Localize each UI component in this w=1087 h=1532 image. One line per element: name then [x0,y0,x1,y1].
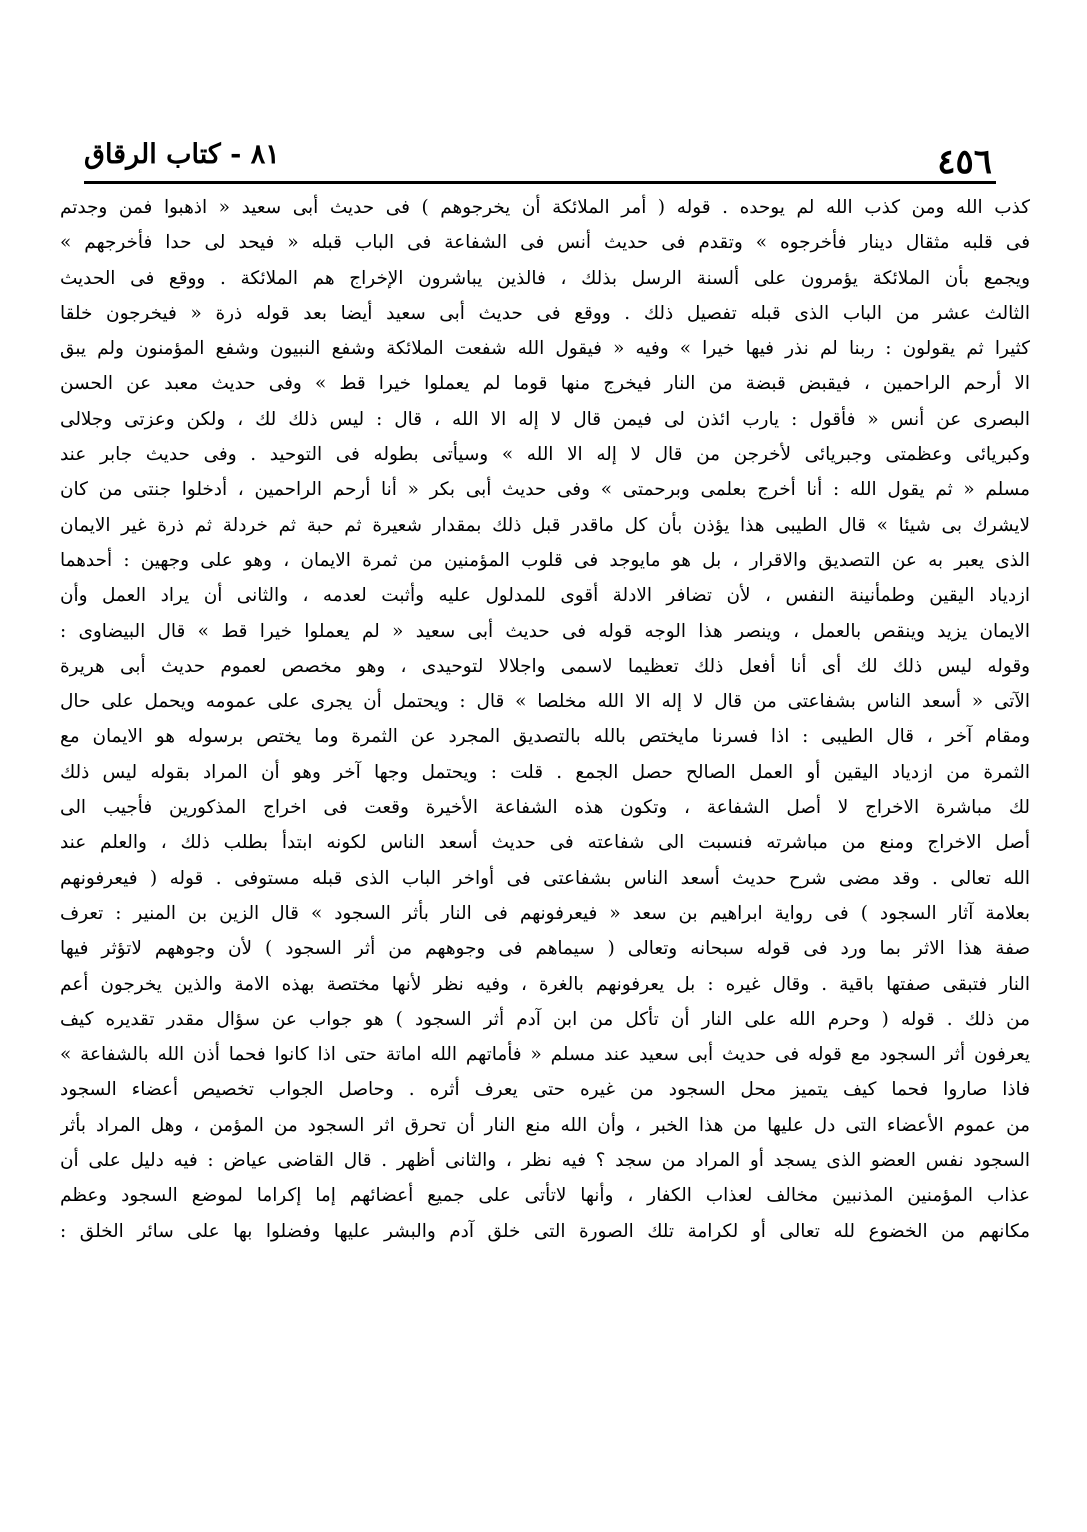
header-rule [84,181,996,184]
text-line: ومقام آخر ، قال الطيبى : اذا فسرنا مايختص بالله بالتصديق المجرد عن الثمرة وما يختص برسوله هو الايمان مع [60,726,1030,748]
text-line: الذى يعبر به عن التصديق والاقرار ، بل هو مايوجد فى قلوب المؤمنين من ثمرة الايمان ، وهو على وجهين : أحدهما [60,549,1030,571]
text-line: من ذلك . قوله ( وحرم الله على النار أن تأكل من ابن آدم أثر السجود ) هو جواب عن سؤال مقدر تقديره كيف [60,1008,1030,1030]
text-line: صفة هذا الاثر بما ورد فى قوله سبحانه وتعالى ( سيماهم فى وجوههم من أثر السجود ) لأن وجوههم لاتؤثر فيها [60,938,1030,960]
text-line: فاذا صاروا فحما كيف يتميز محل السجود من غيره حتى يعرف أثره . وحاصل الجواب تخصيص أعضاء السجود [60,1079,1030,1101]
text-line: الايمان يزيد وينقص بالعمل ، وينصر هذا الوجه قوله فى حديث أبى سعيد « لم يعملوا خيرا قط » قال البيضاوى : [60,620,1030,642]
running-title: ٨١ - كتاب الرقاق [84,139,280,170]
text-line: السجود نفس العضو الذى يسجد أو المراد من سجد ؟ فيه نظر ، والثانى أظهر . قال القاضى عياض : فيه دليل على أن [60,1150,1030,1172]
page-header [84,138,992,184]
text-line: أصل الاخراج ومنع من مباشرته فنسبت الى شفاعته فى حديث أسعد الناس لكونه ابتدأ بطلب ذلك ، والعلم عند [60,832,1030,854]
text-line: مكانهم من الخضوع لله تعالى أو لكرامة تلك الصورة التى خلق آدم والبشر عليها وفضلوا بها على سائر الخلق : [60,1220,1030,1242]
text-line: وكبريائى وعظمتى وجبريائى لأخرجن من قال لا إله الا الله » وسيأتى بطوله فى التوحيد . وفى حديث جابر عند [60,444,1030,466]
text-line: البصرى عن أنس « فأقول : يارب ائذن لى فيمن قال لا إله الا الله ، قال : ليس ذلك لك ، ولكن وعزتى وجلالى [60,408,1030,430]
text-line: الثالث عشر من الباب الذى قبله تفصيل ذلك . ووقع فى حديث أبى سعيد أيضا بعد قوله ذرة « فيخرجون خلقا [60,302,1030,324]
text-line: فى قلبه مثقال دينار فأخرجوه » وتقدم فى حديث أنس فى الشفاعة فى الباب قبله « فيحد لى حدا فأخرجهم » [60,232,1030,254]
text-line: يعرفون أثر السجود مع قوله فى حديث أبى سعيد عند مسلم « فأماتهم الله اماتة حتى اذا كانوا فحما أذن الله بالشفاعة » [60,1044,1030,1066]
text-line: كذب الله ومن كذب الله لم يوحده . قوله ( أمر الملائكة أن يخرجوهم ) فى حديث أبى سعيد « اذهبوا فمن وجدتم [60,197,1030,218]
text-line: ويجمع بأن الملائكة يؤمرون على ألسنة الرسل بذلك ، فالذين يباشرون الإخراج هم الملائكة . ووقع فى الحديث [60,267,1030,289]
text-line: لايشرك بى شيئا » قال الطيبى هذا يؤذن بأن كل ماقدر قبل ذلك بمقدار شعيرة ثم حبة ثم خردلة ثم ذرة غير الايمان [60,514,1030,536]
text-line: الا أرحم الراحمين ، فيقبض قبضة من النار فيخرج منها قوما لم يعملوا خيرا قط » وفى حديث معبد عن الحسن [60,373,1030,395]
text-line: الآتى « أسعد الناس بشفاعتى من قال لا إله الا الله مخلصا » قال : ويحتمل أن يجرى على عمومه ويحمل على حال [60,691,1030,713]
page-number: ٤٥٦ [937,142,992,182]
text-line: من عموم الأعضاء التى دل عليها من هذا الخبر ، وأن الله منع النار أن تحرق اثر السجود من المؤمن ، وهل المراد بأثر [60,1114,1030,1136]
text-line: لك مباشرة الاخراج لا أصل الشفاعة ، وتكون هذه الشفاعة الأخيرة وقعت فى اخراج المذكورين فأجيب الى [60,797,1030,819]
text-line: ازدياد اليقين وطمأنينة النفس ، لأن تضافر الادلة أقوى للمدلول عليه وأثبت لعدمه ، والثانى أن يراد العمل وأن [60,585,1030,607]
text-line: وقوله ليس ذلك لك أى أنا أفعل ذلك تعظيما لاسمى واجلالا لتوحيدى ، وهو مخصص لعموم حديث أبى هريرة [60,655,1030,677]
text-line: الثمرة من ازدياد اليقين أو العمل الصالح حصل الجمع . قلت : ويحتمل وجها آخر وهو أن المراد بقوله ليس ذلك [60,761,1030,783]
text-line: بعلامة آثار السجود ) فى رواية ابراهيم بن سعد « فيعرفونهم فى النار بأثر السجود » قال الزين بن المنير : تعرف [60,902,1030,924]
text-line: مسلم « ثم يقول الله : أنا أخرج بعلمى وبرحمتى » وفى حديث أبى بكر « أنا أرحم الراحمين ، أدخلوا جنتى من كان [60,479,1030,501]
body-text [60,190,1030,1490]
text-line: عذاب المؤمنين المذنبين مخالف لعذاب الكفار ، وأنها لاتأتى على جميع أعضائهم إما إكراما لموضع السجود وعظم [60,1185,1030,1207]
text-line: كثيرا ثم يقولون : ربنا لم نذر فيها خيرا » وفيه « فيقول الله شفعت الملائكة وشفع النبيون وشفع المؤمنون ولم يبق [60,338,1030,360]
text-line: النار فتبقى صفتها باقية . وقال غيره : بل يعرفونهم بالغرة ، وفيه نظر لأنها مختصة بهذه الامة والذين يخرجون أعم [60,973,1030,995]
text-line: الله تعالى . وقد مضى شرح حديث أسعد الناس بشفاعتى فى أواخر الباب الذى قبله مستوفى . قوله ( فيعرفونهم [60,867,1030,889]
